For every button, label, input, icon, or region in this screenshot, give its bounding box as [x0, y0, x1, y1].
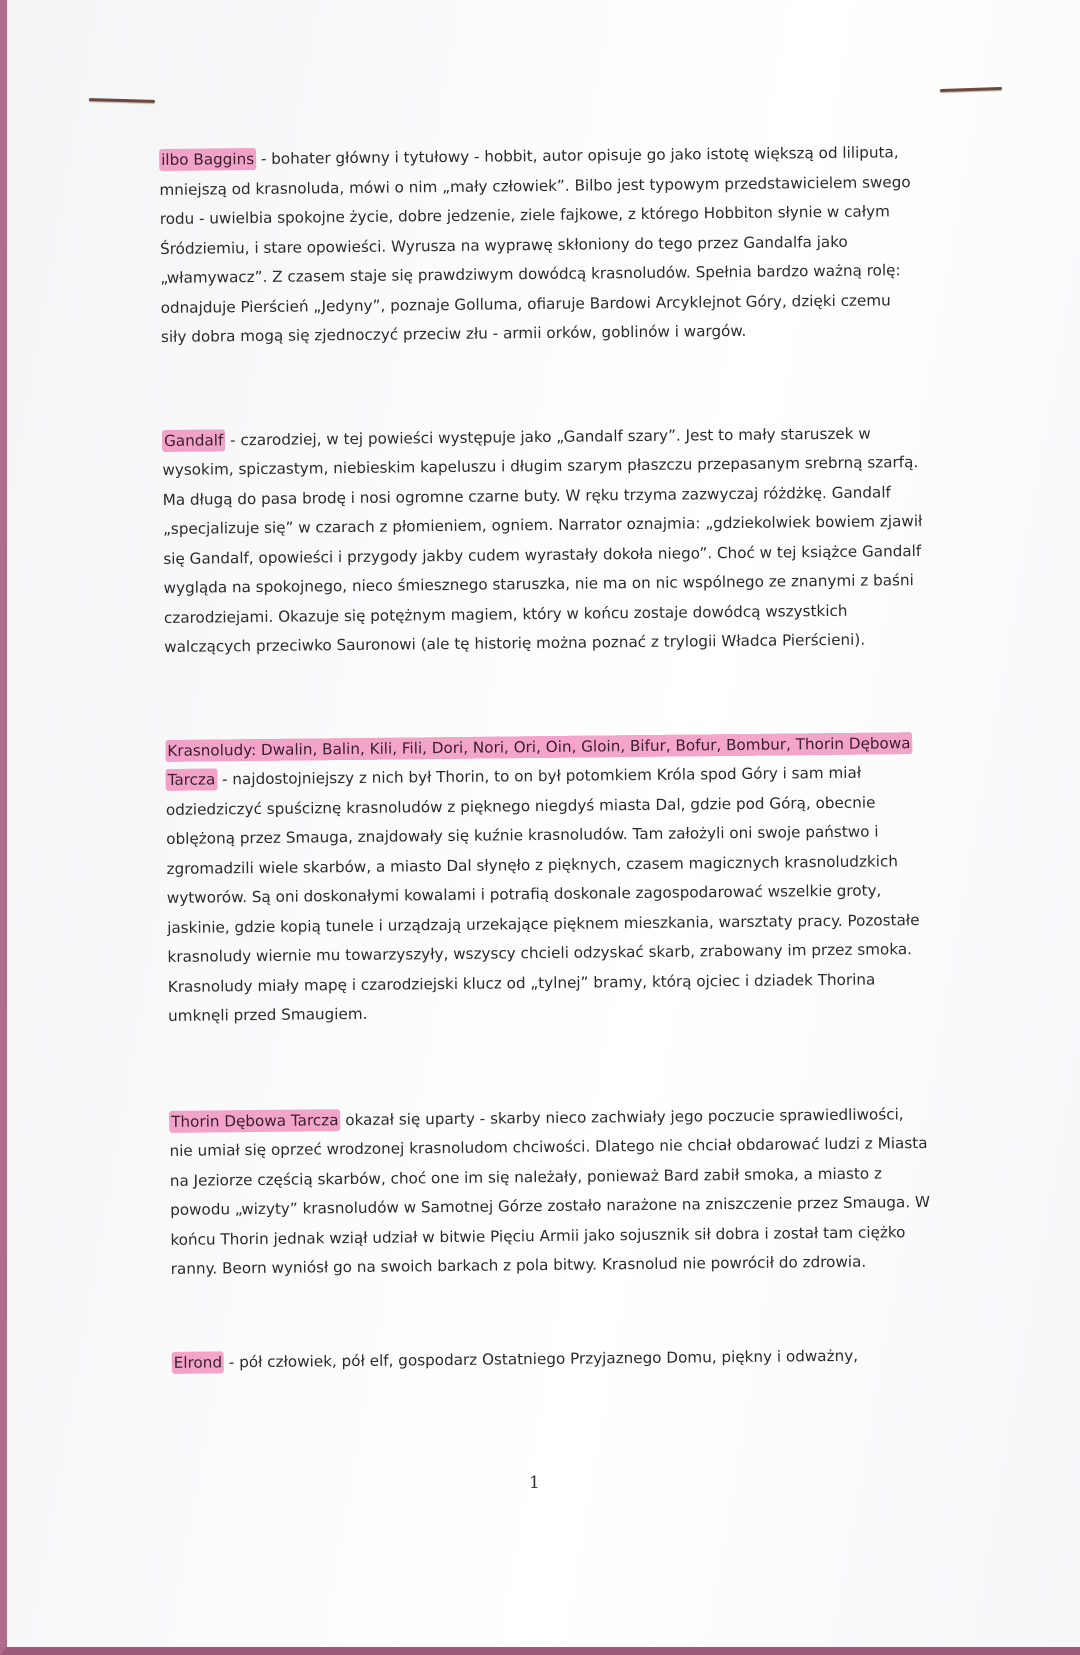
paragraph-thorin: [169, 1099, 931, 1284]
page-number: 1: [529, 1473, 540, 1493]
paragraph-text: - bohater główny i tytułowy - hobbit, autor opisuje go jako istotę większą od liliputa, mniejszą od krasnoluda, mówi o nim „mały człowiek”. Bilbo jest typowym przedstawicielem swego rodu - uwielbia spokojne życie, dobre jedzenie, ziele fajkowe, z którego Hobbiton słynie w całym Śródziemiu, i stare opowieści. Wyrusza na wyprawę skłoniony do tego przez Gandalfa jako „włamywacz”. Z czasem staje się prawdziwym dowódcą krasnoludów. Spełnia bardzo ważną rolę: odnajduje Pierścień „Jedyny”, poznaje Golluma, ofiaruje Bardowi Arcyklejnot Góry, dzięki czemu siły dobra mogą się zjednoczyć przeciw złu - armii orków, goblinów i wargów.: [159, 143, 911, 346]
paragraph-text: okazał się uparty - skarby nieco zachwiały jego poczucie sprawiedliwości, nie umiał się oprzeć wrodzonej krasnoludom chciwości. Dlatego nie chciał obdarować ludzi z Miasta na Jeziorze częścią skarbów, choć one im się należały, ponieważ Bard zabił smoka, a miasto z powodu „wizyty” krasnoludów w Samotnej Górze zostało narażone na zniszczenie przez Smauga. W końcu Thorin jednak wziął udział w bitwie Pięciu Armii jako sojusznik sił dobra i został tam ciężko ranny. Beorn wyniósł go na swoich barkach z pola bitwy. Krasnolud nie powrócił do zdrowia.: [169, 1104, 931, 1278]
highlighted-term: ilbo Baggins: [159, 148, 256, 171]
staple-left: [89, 98, 155, 103]
paragraph-bilbo: [159, 138, 921, 352]
paragraph-krasnoludy: [165, 729, 928, 1032]
paragraph-text: - pół człowiek, pół elf, gospodarz Ostatniego Przyjaznego Domu, piękny i odważny,: [223, 1346, 859, 1371]
highlighted-term: Thorin Dębowa Tarcza: [169, 1109, 340, 1133]
highlighted-term: Elrond: [172, 1351, 225, 1374]
highlighted-term: Krasnoludy: Dwalin, Balin, Kili, Fili, Dori, Nori, Ori, Oin, Gloin, Bifur, Bofur, Bombur, Thorin Dębowa Tarcza: [165, 732, 912, 791]
paragraph-text: - czarodziej, w tej powieści występuje jako „Gandalf szary”. Jest to mały staruszek w wysokim, spiczastym, niebieskim kapeluszu i długim szarym płaszczu przepasanym srebrną szarfą. Ma długą do pasa brodę i nosi ogromne czarne buty. W ręku trzyma zazwyczaj różdżkę. Gandalf „specjalizuje się” w czarach z płomieniem, ogniem. Narrator oznajmia: „gdziekolwiek bowiem zjawił się Gandalf, opowieści i przygody jakby cudem wyrastały dokoła niego”. Choć w tej książce Gandalf wygląda na spokojnego, nieco śmiesznego staruszka, nie ma on nic wspólnego ze znanymi z baśni czarodziejami. Okazuje się potężnym magiem, który w końcu zostaje dowódcą wszystkich walczących przeciwko Sauronowi (ale tę historię można poznać z trylogii Władca Pierścieni).: [162, 424, 923, 656]
highlighted-term: Gandalf: [162, 429, 225, 452]
paragraph-text: - najdostojniejszy z nich był Thorin, to on był potomkiem Króla spod Góry i sam miał odziedziczyć spuściznę krasnoludów z pięknego niegdyś miasta Dal, gdzie pod Górą, obecnie oblężoną przez Smauga, znajdowały się kuźnie krasnoludów. Tam założyli oni swoje państwo i zgromadzili wiele skarbów, a miasto Dal słynęło z pięknych, czasem magicznych krasnoludzkich wytworów. Są oni doskonałymi kowalami i potrafią doskonale zagospodarować wszelkie groty, jaskinie, gdzie kopią tunele i urządzają urzekające pięknem mieszkania, warsztaty pracy. Pozostałe krasnoludy wiernie mu towarzyszyły, wszyscy chcieli odzyskać skarb, zrabowany im przez smoka. Krasnoludy miały mapę i czarodziejski klucz od „tylnej” bramy, którą ojciec i dziadek Thorina umknęli przed Smaugiem.: [165, 763, 920, 1025]
paragraph-elrond: [172, 1340, 932, 1377]
paragraph-gandalf: [162, 419, 924, 663]
staple-right: [940, 87, 1002, 92]
document-body: [159, 138, 932, 1378]
